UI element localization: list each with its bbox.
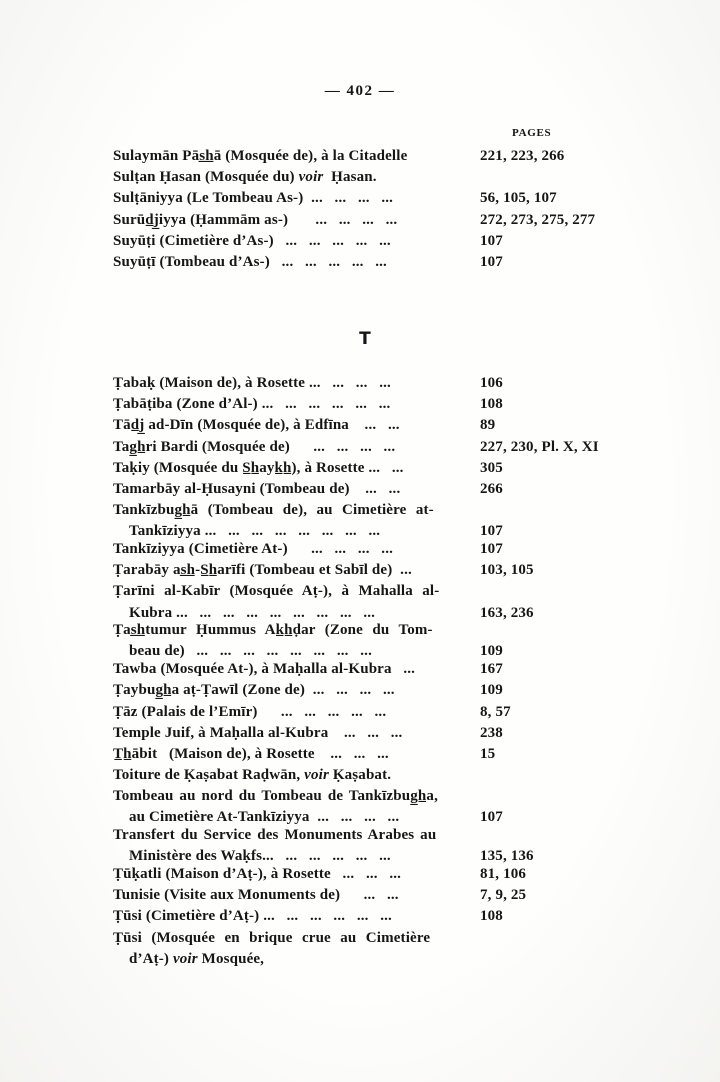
- index-entry-line: [113, 620, 623, 641]
- index-entry-line: [113, 603, 623, 621]
- index-entry-line: [113, 723, 623, 744]
- index-entry-line: [113, 500, 623, 521]
- entry-text-segment: Taḳiy (Mosquée du S̲h̲ayk̲h̲), à Rosette ... ...: [113, 459, 404, 476]
- index-entry-line: [113, 437, 623, 458]
- index-section-t: [113, 373, 623, 966]
- entry-pages: 107: [480, 253, 503, 270]
- entry-text: [113, 825, 436, 846]
- index-entry-line: [113, 885, 623, 906]
- entry-pages: 107: [480, 232, 503, 249]
- entry-text: [113, 620, 433, 641]
- page-number: — 402 —: [324, 83, 396, 99]
- entry-text: [113, 885, 399, 906]
- entry-pages: 107: [480, 541, 503, 557]
- entry-text-segment: Ṭūḳatli (Maison d’Aṭ-), à Rosette ... ... ...: [113, 866, 402, 882]
- entry-text-segment: Tād̲j̲ ad-Dīn (Mosquée de), à Edfīna ... ...: [113, 417, 400, 434]
- entry-text-segment: Tankīzbug̲h̲ā (Tombeau de), au Cimetière at-: [113, 502, 434, 519]
- index-entry-line: [113, 680, 623, 701]
- index-entry-line: [113, 765, 623, 786]
- index-entry-line: [113, 786, 623, 807]
- entry-text-segment: Tunisie (Visite aux Monuments de) ... ...: [113, 887, 399, 904]
- entry-text-segment: Ṭabāṭiba (Zone d’Al-) ... ... ... ... ... ...: [113, 396, 391, 413]
- entry-text: [113, 231, 391, 252]
- entry-pages: 163, 236: [480, 604, 534, 621]
- entry-text-segment: Tankīziyya ... ... ... ... ... ... ... ...: [129, 523, 381, 540]
- entry-pages: 135, 136: [480, 848, 534, 865]
- entry-text: [113, 864, 401, 885]
- entry-pages: 81, 106: [480, 866, 527, 882]
- entry-pages: 56, 105, 107: [480, 190, 557, 207]
- section-letter-heading: T: [359, 329, 371, 349]
- index-entry-line: [113, 825, 623, 846]
- entry-text-segment: Sulaymān Pās̲h̲ā (Mosquée de), à la Citadelle: [113, 148, 408, 164]
- entry-text-segment: beau de) ... ... ... ... ... ... ... ...: [129, 643, 372, 660]
- entry-text-segment: Ṭaybug̲h̲a aṭ-Ṭawīl (Zone de) ... ... ... ...: [113, 682, 395, 699]
- entry-text: [113, 928, 430, 949]
- entry-pages: 108: [480, 396, 503, 413]
- entry-text-segment: Ḳaṣabat.: [328, 767, 392, 784]
- entry-text: [129, 949, 264, 970]
- entry-text: [113, 146, 407, 167]
- entry-pages: 167: [480, 661, 503, 678]
- index-entry-line: [113, 394, 623, 415]
- entry-text-segment: Ṭas̲h̲tumur Ḥummus Ak̲h̲ḍar (Zone du Tom-: [113, 622, 433, 639]
- entry-text-segment: Ṭabaḳ (Maison de), à Rosette ... ... ... ...: [113, 375, 391, 391]
- index-entry-line: [113, 188, 623, 209]
- index-entry-line: [113, 744, 623, 765]
- entry-text: [113, 702, 386, 723]
- entry-text-segment: Ṭāz (Palais de l’Emīr) ... ... ... ... ...: [113, 703, 387, 720]
- entry-text-segment: Sulṭāniyya (Le Tombeau As-) ... ... ... ...: [113, 190, 394, 207]
- entry-text: [113, 560, 412, 581]
- index-entry-line: [113, 458, 623, 479]
- index-entry-line: [113, 641, 623, 659]
- entry-text: [113, 210, 397, 231]
- entry-pages: 227, 230, Pl. X, XI: [480, 438, 599, 455]
- index-entry-line: [113, 906, 623, 927]
- cross-reference-voir: voir: [298, 169, 324, 186]
- entry-pages: 108: [480, 908, 503, 925]
- entry-text: [113, 252, 387, 273]
- index-entry-line: [113, 539, 623, 560]
- entry-text-segment: Suyūṭī (Tombeau d’As-) ... ... ... ... ...: [113, 253, 387, 270]
- entry-text: [113, 680, 395, 701]
- entry-text-segment: Ṭarīni al-Kabīr (Mosquée Aṭ-), à Mahalla al-: [113, 583, 440, 600]
- entry-text-segment: d’Aṭ-): [129, 950, 173, 967]
- entry-pages: 221, 223, 266: [480, 148, 565, 164]
- cross-reference-voir: voir: [304, 767, 329, 784]
- entry-text: [113, 188, 393, 209]
- entry-text-segment: Mosquée,: [197, 950, 265, 967]
- entry-pages: 89: [480, 417, 496, 434]
- entry-pages: 103, 105: [480, 562, 534, 579]
- entry-text-segment: Suyūṭi (Cimetière d’As-) ... ... ... ... ...: [113, 232, 391, 249]
- entry-text-segment: Tombeau au nord du Tombeau de Tankīzbug̲h̲a,: [113, 788, 438, 805]
- entry-pages: 107: [480, 809, 503, 826]
- index-entry-line: [113, 373, 623, 394]
- entry-pages: 107: [480, 523, 503, 540]
- cross-reference-voir: voir: [172, 950, 198, 967]
- entry-pages: 106: [480, 375, 503, 391]
- entry-pages: 7, 9, 25: [480, 887, 527, 904]
- entry-text-segment: Temple Juif, à Maḥalla al-Kubra ... ... ...: [113, 724, 403, 741]
- entry-text: [113, 765, 391, 786]
- index-entry-line: [113, 521, 623, 539]
- entry-text-segment: Tankīziyya (Cimetière At-) ... ... ... ...: [113, 541, 394, 557]
- index-entry-line: [113, 415, 623, 436]
- entry-text-segment: Ṭūsi (Cimetière d’Aṭ-) ... ... ... ... ... ...: [113, 908, 392, 925]
- entry-text: [113, 479, 400, 500]
- index-entry-line: [113, 146, 623, 167]
- entry-text: [113, 458, 404, 479]
- entry-text: [113, 373, 391, 394]
- entry-pages: 305: [480, 459, 503, 476]
- entry-text-segment: Sulṭan Ḥasan (Mosquée du): [113, 169, 299, 186]
- entry-text: [113, 394, 390, 415]
- index-entry-line: [113, 702, 623, 723]
- index-entry-line: [113, 210, 623, 231]
- entry-text: [113, 500, 434, 521]
- entry-text: [113, 744, 389, 765]
- index-entry-line: [113, 479, 623, 500]
- index-entry-line: [113, 252, 623, 273]
- entry-text: [113, 581, 439, 602]
- entry-text-segment: T̲h̲ābit (Maison de), à Rosette ... ... ...: [113, 745, 389, 762]
- entry-text: [113, 539, 393, 560]
- entry-text-segment: Ṭarabāy as̲h̲-S̲h̲arīfi (Tombeau et Sabīl de) ...: [113, 562, 412, 579]
- entry-text-segment: au Cimetière At-Tankīziyya ... ... ... ...: [129, 809, 400, 826]
- index-entry-line: [113, 659, 623, 680]
- index-entry-line: [113, 949, 623, 967]
- entry-text: [113, 167, 377, 188]
- index-entry-line: [113, 846, 623, 864]
- index-entry-line: [113, 864, 623, 885]
- entry-pages: 238: [480, 724, 503, 741]
- entry-text-segment: Ṭūsi (Mosquée en brique crue au Cimetière: [113, 929, 431, 946]
- entry-text-segment: Kubra ... ... ... ... ... ... ... ... ...: [129, 604, 376, 621]
- entry-text: [113, 659, 415, 680]
- entry-pages: 15: [480, 745, 496, 762]
- index-entry-line: [113, 231, 623, 252]
- index-entry-line: [113, 581, 623, 602]
- entry-pages: 8, 57: [480, 703, 511, 720]
- entry-pages: 272, 273, 275, 277: [480, 211, 596, 228]
- index-entry-line: [113, 167, 623, 188]
- entry-text: [113, 723, 402, 744]
- entry-text-segment: Toiture de Ḳaṣabat Raḍwān,: [113, 767, 305, 784]
- entry-pages: 109: [480, 643, 503, 660]
- index-entry-line: [113, 928, 623, 949]
- entry-text-segment: Ministère des Waḳfs... ... ... ... ... ...: [129, 848, 391, 865]
- entry-text: [113, 437, 395, 458]
- entry-text-segment: Ḥasan.: [323, 169, 377, 186]
- index-section-s: [113, 146, 623, 273]
- entry-text-segment: Tag̲h̲ri Bardi (Mosquée de) ... ... ... ...: [113, 438, 396, 455]
- index-entry-line: [113, 807, 623, 825]
- entry-text: [113, 906, 392, 927]
- entry-text-segment: Tawba (Mosquée At-), à Maḥalla al-Kubra ...: [113, 661, 416, 678]
- entry-pages: 109: [480, 682, 503, 699]
- entry-text-segment: Transfert du Service des Monuments Arabes au: [113, 827, 437, 844]
- entry-text-segment: Tamarbāy al-Ḥusayni (Tombeau de) ... ...: [113, 480, 401, 497]
- entry-text-segment: Surūd̲j̲iyya (Ḥammām as-) ... ... ... ...: [113, 211, 398, 228]
- entry-pages: 266: [480, 480, 503, 497]
- pages-column-label: PAGES: [512, 127, 552, 139]
- entry-text: [113, 786, 438, 807]
- entry-text: [113, 415, 400, 436]
- index-entry-line: [113, 560, 623, 581]
